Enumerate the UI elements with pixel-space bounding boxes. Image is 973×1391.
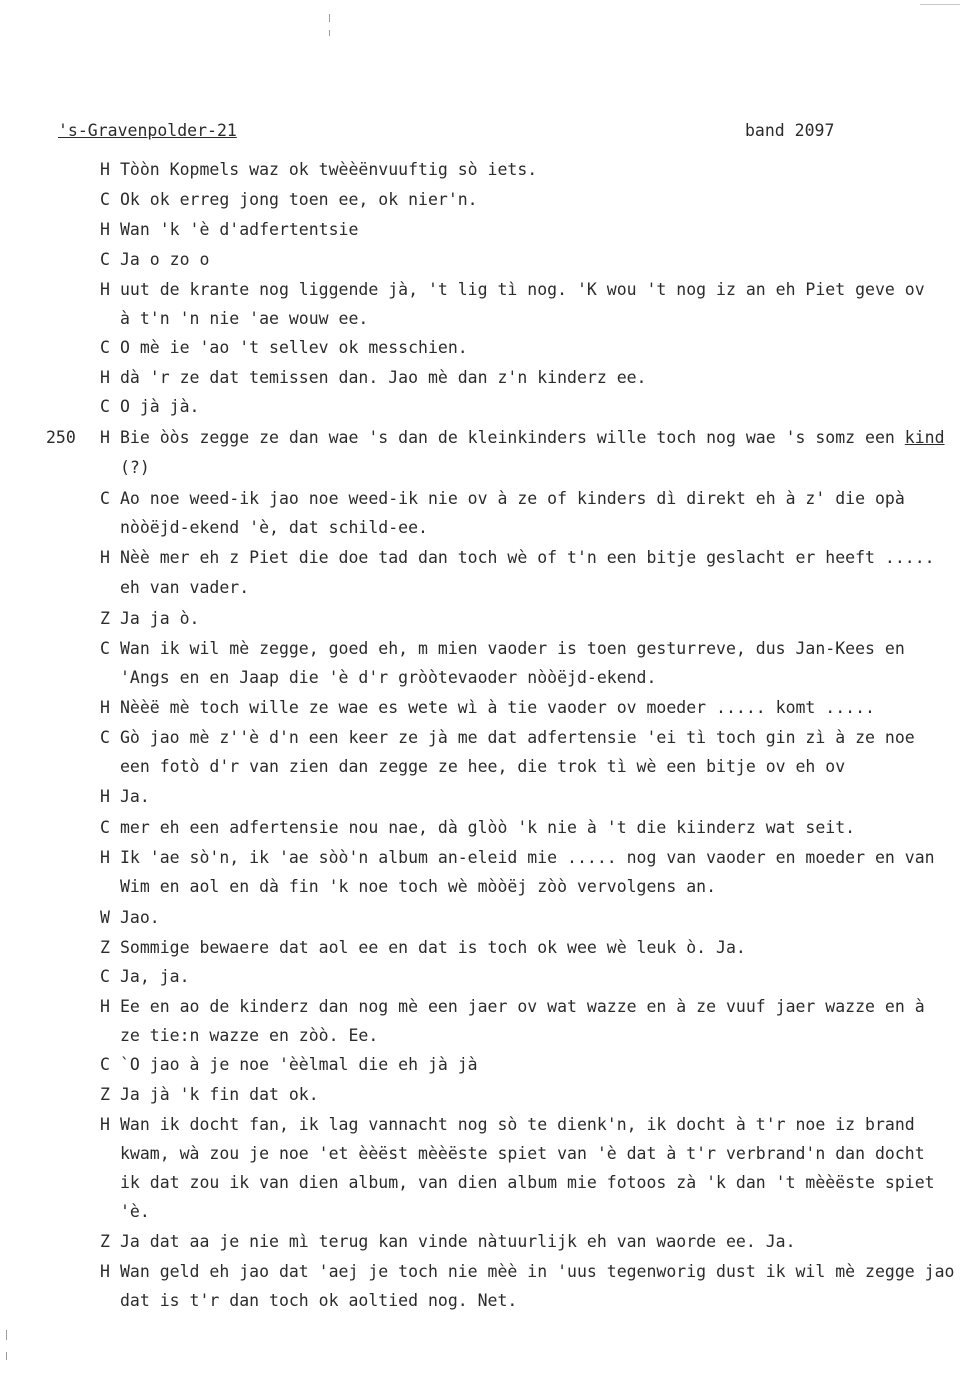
- scan-speck: [920, 4, 960, 5]
- speaker-label: C: [100, 397, 110, 416]
- speaker-label: Z: [100, 1232, 110, 1251]
- speaker-label: H: [100, 368, 110, 387]
- utterance-text: Ja, ja.: [120, 967, 190, 986]
- utterance-text: à t'n 'n nie 'ae wouw ee.: [120, 309, 369, 328]
- utterance-text: dat is t'r dan toch ok aoltied nog. Net.: [120, 1291, 518, 1310]
- speaker-label: C: [100, 250, 110, 269]
- utterance-text: Ja jà 'k fin dat ok.: [120, 1085, 319, 1104]
- utterance-text: Ja ja ò.: [120, 609, 200, 628]
- underlined-word: kind: [904, 428, 945, 447]
- utterance-text: ik dat zou ik van dien album, van dien album mie fotoos zà 'k dan 't mèèëste spiet: [120, 1173, 935, 1192]
- speaker-label: Z: [100, 938, 110, 957]
- speaker-label: H: [100, 997, 110, 1016]
- speaker-label: Z: [100, 609, 110, 628]
- utterance-text: nòòëjd-ekend 'è, dat schild-ee.: [120, 518, 428, 537]
- speaker-label: C: [100, 818, 110, 837]
- scan-speck: [329, 14, 330, 22]
- speaker-label: H: [100, 698, 110, 717]
- utterance-text: Ja dat aa je nie mì terug kan vinde nàtuurlijk eh van waorde ee. Ja.: [120, 1232, 796, 1251]
- speaker-label: H: [100, 428, 110, 447]
- utterance-text: kwam, wà zou je noe 'et èèëst mèèëste spiet van 'è dat à t'r verbrand'n dan docht: [120, 1144, 925, 1163]
- scan-speck: [6, 1352, 7, 1360]
- speaker-label: C: [100, 728, 110, 747]
- utterance-text: Bie òòs zegge ze dan wae 's dan de kleinkinders wille toch nog wae 's somz een kind: [120, 428, 945, 447]
- speaker-label: H: [100, 1115, 110, 1134]
- utterance-text: O mè ie 'ao 't sellev ok messchien.: [120, 338, 468, 357]
- utterance-text: 'Angs en en Jaap die 'è d'r gròòtevaoder nòòëjd-ekend.: [120, 668, 657, 687]
- utterance-text: Ao noe weed-ik jao noe weed-ik nie ov à ze of kinders dì direkt eh à z' die opà: [120, 489, 905, 508]
- utterance-text: Jao.: [120, 908, 160, 927]
- utterance-text: 'è.: [120, 1202, 150, 1221]
- utterance-text: Tòòn Kopmels waz ok twèèënvuuftig sò iets.: [120, 160, 538, 179]
- speaker-label: C: [100, 190, 110, 209]
- utterance-text: `O jao à je noe 'èèlmal die eh jà jà: [120, 1055, 478, 1074]
- speaker-label: C: [100, 1055, 110, 1074]
- utterance-text: Wan ik docht fan, ik lag vannacht nog sò te dienk'n, ik docht à t'r noe iz brand: [120, 1115, 915, 1134]
- utterance-text: uut de krante nog liggende jà, 't lig tì nog. 'K wou 't nog iz an eh Piet geve ov: [120, 280, 925, 299]
- utterance-text: Nèè mer eh z Piet die doe tad dan toch wè of t'n een bitje geslacht er heeft .....: [120, 548, 935, 567]
- speaker-label: H: [100, 220, 110, 239]
- utterance-text: (?): [120, 458, 150, 477]
- speaker-label: H: [100, 848, 110, 867]
- speaker-label: H: [100, 160, 110, 179]
- utterance-text: Gò jao mè z''è d'n een keer ze jà me dat adfertensie 'ei tì toch gin zì à ze noe: [120, 728, 915, 747]
- utterance-text: dà 'r ze dat temissen dan. Jao mè dan z'n kinderz ee.: [120, 368, 647, 387]
- document-title: 's-Gravenpolder-21: [58, 121, 237, 140]
- speaker-label: C: [100, 967, 110, 986]
- speaker-label: H: [100, 548, 110, 567]
- speaker-label: W: [100, 908, 110, 927]
- utterance-text: O jà jà.: [120, 397, 200, 416]
- utterance-text: Wim en aol en dà fin 'k noe toch wè mòòëj zòò vervolgens an.: [120, 877, 717, 896]
- utterance-text: Ja.: [120, 787, 150, 806]
- speaker-label: C: [100, 489, 110, 508]
- scan-speck: [6, 1330, 7, 1340]
- utterance-text: mer eh een adfertensie nou nae, dà glòò 'k nie à 't die kiinderz wat seit.: [120, 818, 856, 837]
- utterance-text: Ik 'ae sò'n, ik 'ae sòò'n album an-eleid mie ..... nog van vaoder en moeder en van: [120, 848, 935, 867]
- speaker-label: H: [100, 1262, 110, 1281]
- utterance-text: Nèèë mè toch wille ze wae es wete wì à tie vaoder ov moeder ..... komt .....: [120, 698, 875, 717]
- line-number: 250: [46, 428, 76, 447]
- utterance-text: een fotò d'r van zien dan zegge ze hee, die trok tì wè een bitje ov eh ov: [120, 757, 846, 776]
- speaker-label: H: [100, 280, 110, 299]
- utterance-text: Wan 'k 'è d'adfertentsie: [120, 220, 359, 239]
- utterance-text: Sommige bewaere dat aol ee en dat is toch ok wee wè leuk ò. Ja.: [120, 938, 746, 957]
- utterance-text: Ee en ao de kinderz dan nog mè een jaer ov wat wazze en à ze vuuf jaer wazze en à: [120, 997, 925, 1016]
- utterance-text: ze tie:n wazze en zòò. Ee.: [120, 1026, 379, 1045]
- band-number: band 2097: [745, 121, 835, 140]
- utterance-text: Wan geld eh jao dat 'aej je toch nie mèè in 'uus tegenworig dust ik wil mè zegge jao: [120, 1262, 955, 1281]
- utterance-text: Ok ok erreg jong toen ee, ok nier'n.: [120, 190, 478, 209]
- speaker-label: C: [100, 639, 110, 658]
- scan-speck: [329, 30, 330, 36]
- speaker-label: C: [100, 338, 110, 357]
- utterance-text: Wan ik wil mè zegge, goed eh, m mien vaoder is toen gesturreve, dus Jan-Kees en: [120, 639, 905, 658]
- speaker-label: H: [100, 787, 110, 806]
- utterance-text: eh van vader.: [120, 578, 250, 597]
- speaker-label: Z: [100, 1085, 110, 1104]
- utterance-text: Ja o zo o: [120, 250, 210, 269]
